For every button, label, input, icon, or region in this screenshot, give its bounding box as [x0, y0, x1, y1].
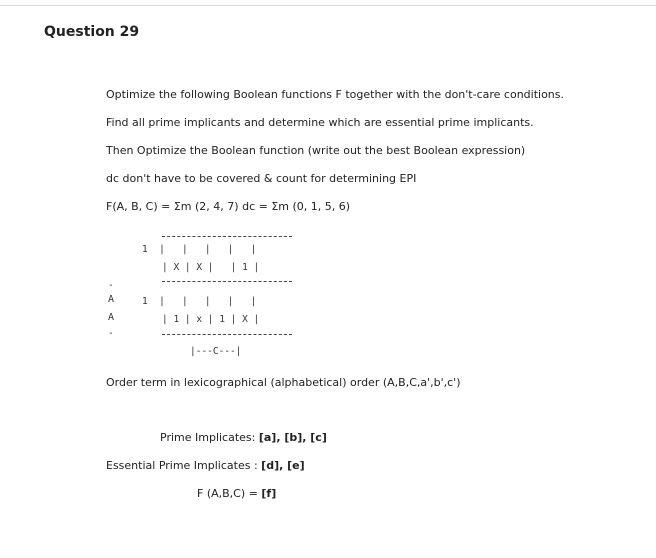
function-definition: F(A, B, C) = Σm (2, 4, 7) dc = Σm (0, 1, 5, 6): [106, 200, 351, 213]
epi-answer[interactable]: [d], [e]: [261, 459, 305, 472]
essential-prime-implicates-row: [106, 459, 305, 472]
instruction-line-2: Find all prime implicants and determine which are essential prime implicants.: [106, 116, 534, 129]
top-divider: [0, 5, 656, 6]
kmap-c-label: |---C---|: [190, 346, 242, 357]
order-note: Order term in lexicographical (alphabetical) order (A,B,C,a',b',c'): [106, 376, 461, 389]
instruction-line-1: Optimize the following Boolean functions F together with the don't-care conditions.: [106, 88, 564, 101]
prime-implicates-label: Prime Implicates:: [160, 431, 256, 444]
kmap-top-border: [162, 236, 292, 237]
kmap-row2-marks: 1 | | | | |: [142, 296, 257, 307]
question-title: Question 29: [44, 24, 140, 40]
kmap-side-tick-bottom: -: [108, 328, 114, 339]
kmap-row2-cells: | 1 | x | 1 | X |: [162, 314, 260, 325]
instruction-line-3: Then Optimize the Boolean function (write out the best Boolean expression): [106, 144, 526, 157]
function-result-row: [197, 487, 276, 500]
kmap-side-label-a2: A: [108, 312, 115, 323]
function-result-label: F (A,B,C) =: [197, 487, 258, 500]
epi-label: Essential Prime Implicates :: [106, 459, 258, 472]
function-result-answer[interactable]: [f]: [261, 487, 277, 500]
kmap-row1-cells: | X | X | | 1 |: [162, 262, 260, 273]
kmap-bottom-border: [162, 334, 292, 335]
kmap-middle-border: [162, 281, 292, 282]
prime-implicates-answer[interactable]: [a], [b], [c]: [258, 431, 327, 444]
kmap-side-label-a1: A: [108, 294, 115, 305]
instruction-line-4: dc don't have to be covered & count for determining EPI: [106, 172, 417, 185]
kmap-row1-marks: 1 | | | | |: [142, 244, 257, 255]
prime-implicates-row: [160, 431, 327, 444]
kmap-side-tick-top: -: [108, 280, 114, 291]
